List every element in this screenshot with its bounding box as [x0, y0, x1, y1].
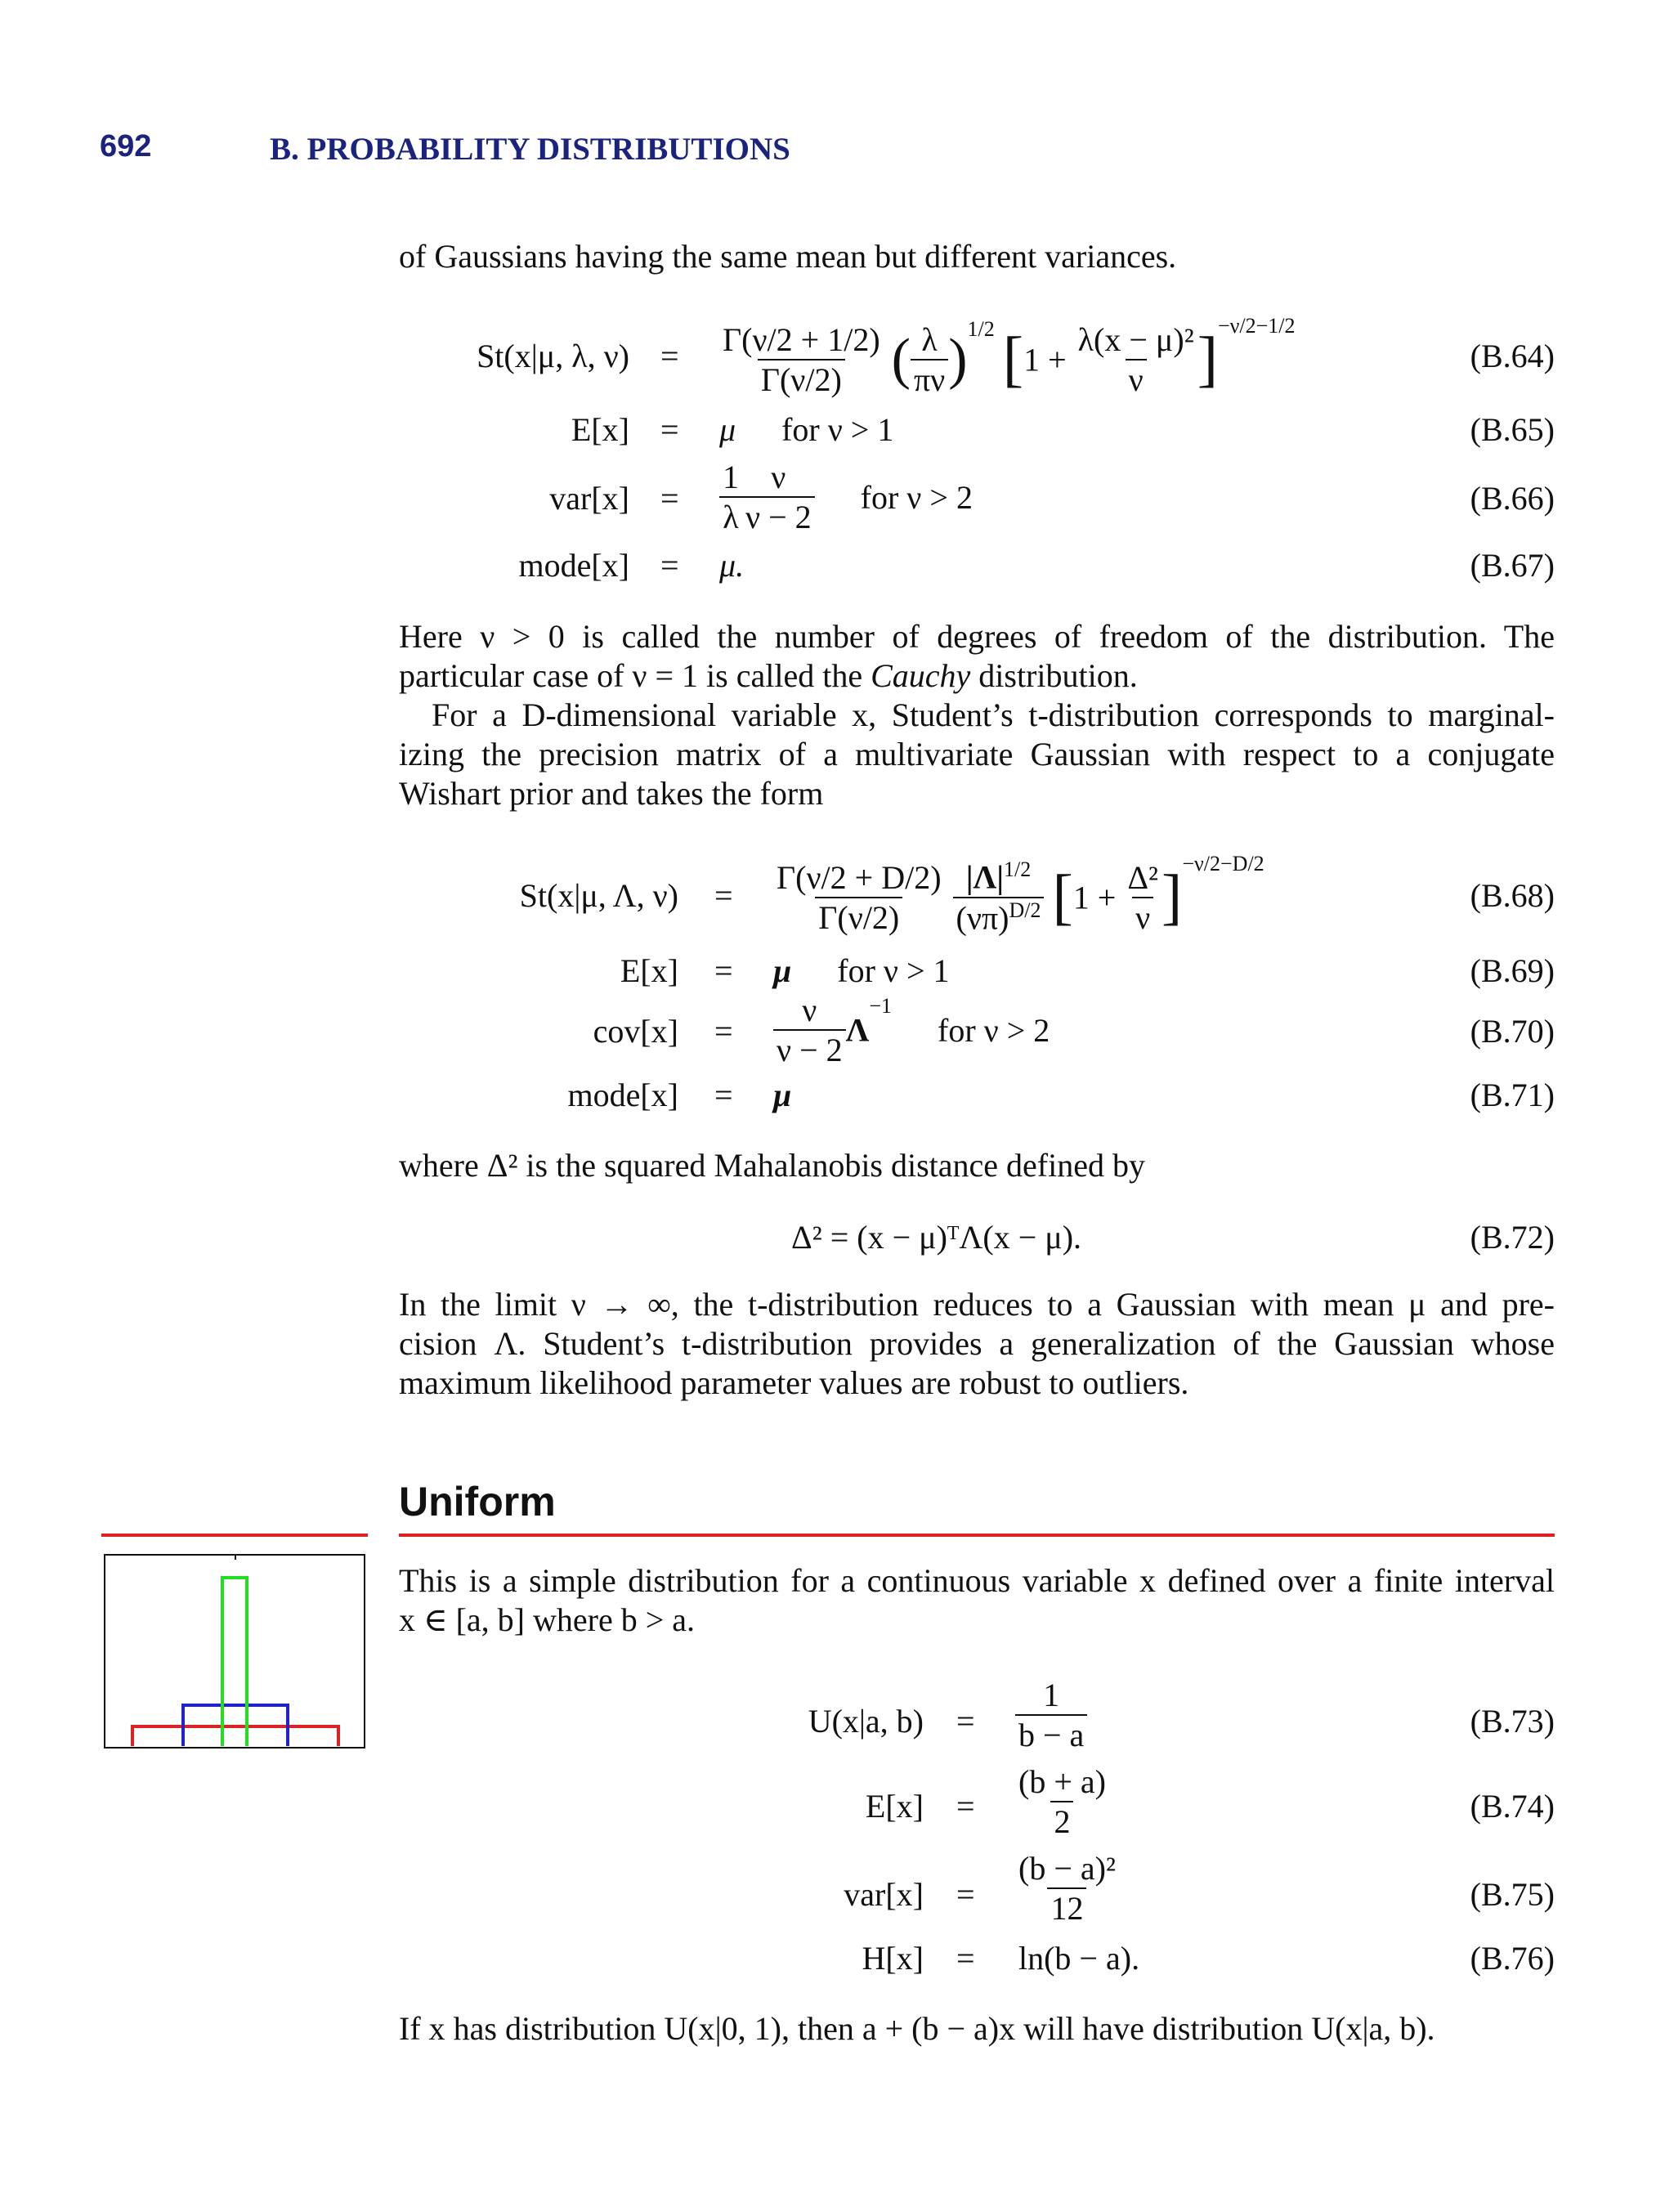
b75-num: (b − a)²: [1018, 1850, 1116, 1887]
nu-num: ν: [802, 992, 817, 1028]
det-lambda: |Λ|: [965, 858, 1005, 896]
one-plus: 1 +: [1072, 879, 1117, 916]
gamma-denominator: Γ(ν/2): [758, 359, 845, 399]
eq-b65-lhs: E[x]: [571, 411, 629, 448]
eq-b67-number: (B.67): [1470, 547, 1555, 584]
delta-fraction: [1124, 858, 1162, 937]
eq-b64-number: (B.64): [1470, 338, 1555, 374]
para1-line2: [399, 656, 1138, 696]
eq-b67-lhs: mode[x]: [518, 547, 629, 584]
eq-b73-rhs: [1015, 1676, 1087, 1754]
para1-line2-post: distribution.: [970, 657, 1138, 694]
eq-b72-expr: Δ² = (x − μ)ᵀΛ(x − μ).: [791, 1219, 1082, 1256]
eq-b64-rhs: $\frac{\Gamma(\nu/2 + 1/2)}{\Gamma(\nu/2)}$ ( $\frac{\lambda}{\pi\nu}$ )$^{1/2}$ [1 + $\frac{\text{λ(x − μ)²}}{\nu}$ ]$^{-\nu/2-1/2}$: [719, 314, 1296, 399]
eq-b71-rhs: [773, 1076, 791, 1114]
det-exponent: 1/2: [1004, 857, 1032, 882]
gamma-fraction: [773, 858, 945, 937]
variance-fraction: [1015, 1849, 1119, 1928]
eq-b67-rhs: [719, 546, 744, 584]
outer-exponent: −ν/2−1/2: [1218, 314, 1296, 338]
nu-den: ν − 2: [773, 1029, 846, 1069]
eq-b66-number: (B.66): [1470, 480, 1555, 517]
eq-b70-number: (B.70): [1470, 1013, 1555, 1050]
mu: μ.: [719, 547, 745, 584]
page-number: 692: [100, 129, 152, 163]
condition: for ν > 2: [938, 1011, 1050, 1049]
eq-b76-rhs: ln(b − a).: [1018, 1940, 1140, 1977]
b75-den: 12: [1047, 1887, 1086, 1928]
eq-b69-rhs: [773, 952, 950, 990]
condition: for ν > 1: [837, 952, 950, 989]
eq-b73-rel: =: [956, 1703, 975, 1740]
eq-b66-rhs: [719, 458, 973, 536]
b73-den: b − a: [1015, 1714, 1087, 1754]
b74-den: 2: [1050, 1801, 1073, 1841]
para3-line1: In the limit ν → ∞, the t-distribution reduces to a Gaussian with mean μ and pre-: [399, 1286, 1555, 1323]
eq-b75-lhs: var[x]: [844, 1876, 924, 1913]
green-narrow-uniform: [222, 1578, 247, 1746]
b73-num: 1: [1043, 1677, 1060, 1713]
para2-line2: izing the precision matrix of a multivariate Gaussian with respect to a conjugate: [399, 736, 1555, 772]
eq-b76-number: (B.76): [1470, 1940, 1555, 1977]
uniform-intro-line2: x ∈ [a, b] where b > a.: [399, 1601, 696, 1638]
delta-numerator: Δ²: [1127, 858, 1159, 896]
f2-num: ν: [771, 459, 786, 495]
figure-frame: [105, 1555, 365, 1748]
intro-line: of Gaussians having the same mean but different variances.: [399, 238, 1177, 275]
para3-line2: cision Λ. Student’s t-distribution provides a generalization of the Gaussian whose: [399, 1325, 1555, 1362]
eq-b64-lhs: St(x|μ, λ, ν): [477, 338, 629, 374]
eq-b70-lhs: cov[x]: [593, 1013, 678, 1050]
eq-b68-lhs: St(x|μ, Λ, ν): [519, 877, 678, 914]
section-rule: [399, 1534, 1555, 1537]
eq-b74-rhs: [1015, 1762, 1109, 1841]
eq-b69-rel: =: [714, 952, 733, 989]
eq-b69-lhs: E[x]: [620, 952, 678, 989]
d-over-2: D/2: [1009, 898, 1041, 922]
eq-b64-rel: =: [660, 338, 679, 374]
condition: for ν > 2: [860, 478, 973, 516]
nu-pi: (νπ): [956, 899, 1009, 937]
para1-line1: Here ν > 0 is called the number of degrees of freedom of the distribution. The: [399, 618, 1555, 655]
nu-over-nu-minus-2: [742, 458, 815, 536]
bracket-numerator: λ(x − μ)²: [1077, 320, 1194, 358]
eq-b65-rhs: [719, 410, 893, 449]
eq-b70-rel: =: [714, 1013, 733, 1050]
mean-fraction: [1015, 1762, 1109, 1841]
eq-b71-rel: =: [714, 1077, 733, 1113]
eq-b68-number: (B.68): [1470, 877, 1555, 914]
f2-den: ν − 2: [742, 496, 815, 536]
eq-b65-number: (B.65): [1470, 411, 1555, 448]
f1-num: 1: [723, 459, 739, 495]
eq-b66-lhs: var[x]: [549, 480, 629, 517]
eq-b70-rhs: [773, 991, 1050, 1069]
eq-b71-number: (B.71): [1470, 1077, 1555, 1113]
condition: for ν > 1: [781, 411, 894, 448]
gamma-fraction: [719, 320, 884, 399]
red-wide-uniform: [132, 1726, 338, 1746]
eq-b76-lhs: H[x]: [862, 1940, 924, 1977]
uniform-intro-line1: This is a simple distribution for a continuous variable x defined over a finite interval: [399, 1562, 1555, 1599]
chapter-title: B. PROBABILITY DISTRIBUTIONS: [270, 132, 790, 167]
eq-b71-lhs: mode[x]: [567, 1077, 678, 1113]
section-title: Uniform: [399, 1479, 556, 1525]
b74-num: (b + a): [1018, 1763, 1106, 1800]
eq-b66-rel: =: [660, 480, 679, 517]
para2-line1: For a D-dimensional variable x, Student’s t-distribution corresponds to marginal-: [432, 696, 1555, 733]
f1-den: λ: [719, 496, 741, 536]
uniform-distribution-figure: [103, 1553, 366, 1749]
outer-exponent: −ν/2−D/2: [1182, 852, 1264, 875]
para3-line3: maximum likelihood parameter values are robust to outliers.: [399, 1364, 1189, 1401]
eq-b74-lhs: E[x]: [865, 1788, 924, 1825]
lambda-exponent: 1/2: [967, 317, 995, 341]
reciprocal-fraction: [1015, 1676, 1087, 1754]
eq-b72-number: (B.72): [1470, 1219, 1555, 1256]
mu: μ: [719, 411, 736, 448]
delta-denominator: ν: [1132, 897, 1153, 937]
eq-b67-rel: =: [660, 547, 679, 584]
para2-line3: Wishart prior and takes the form: [399, 775, 824, 812]
gamma-denominator: Γ(ν/2): [815, 897, 902, 937]
bracket-fraction: [1075, 320, 1197, 399]
eq-b75-rhs: [1015, 1849, 1119, 1928]
determinant-numerator: [963, 857, 1035, 896]
one-over-lambda: [719, 458, 742, 536]
eq-b68-rhs: $\frac{\Gamma(\nu/2 + D/2)}{\Gamma(\nu/2)}$ $\frac{|\Lambda|^{1/2}}{(\nu\pi)^{D/2}}$ [1 + $\frac{\text{Δ²}}{\nu}$ ]$^{-\nu/2-D/2}$: [773, 852, 1264, 937]
lambda-fraction: [911, 320, 948, 399]
eq-b68-rel: =: [714, 877, 733, 914]
mu-bold: μ: [773, 952, 792, 989]
determinant-denominator: [953, 897, 1045, 937]
nu-fraction: [773, 991, 846, 1069]
determinant-fraction: [953, 857, 1045, 937]
eq-b76-rel: =: [956, 1940, 975, 1977]
eq-b69-number: (B.69): [1470, 952, 1555, 989]
cauchy-emphasis: Cauchy: [871, 657, 971, 694]
eq-b73-lhs: U(x|a, b): [808, 1703, 924, 1740]
final-line: If x has distribution U(x|0, 1), then a + (b − a)x will have distribution U(x|a, b).: [399, 2010, 1435, 2047]
eq-b73-number: (B.73): [1470, 1703, 1555, 1740]
mu-bold: μ: [773, 1077, 792, 1113]
gamma-numerator: Γ(ν/2 + 1/2): [723, 320, 880, 358]
eq-b74-number: (B.74): [1470, 1788, 1555, 1825]
eq-b75-rel: =: [956, 1876, 975, 1913]
lambda-denominator: πν: [911, 359, 948, 399]
margin-rule: [101, 1534, 368, 1537]
lambda-numerator: λ: [921, 320, 938, 358]
eq-b75-number: (B.75): [1470, 1876, 1555, 1913]
one-plus: 1 +: [1023, 341, 1067, 378]
para1-line2-pre: particular case of ν = 1 is called the: [399, 657, 871, 694]
where-line: where Δ² is the squared Mahalanobis distance defined by: [399, 1147, 1145, 1184]
eq-b65-rel: =: [660, 411, 679, 448]
lambda-bold: Λ: [845, 1011, 870, 1049]
inverse-exponent: −1: [869, 994, 892, 1019]
bracket-denominator: ν: [1126, 359, 1147, 399]
gamma-numerator: Γ(ν/2 + D/2): [777, 858, 942, 896]
eq-b74-rel: =: [956, 1788, 975, 1825]
